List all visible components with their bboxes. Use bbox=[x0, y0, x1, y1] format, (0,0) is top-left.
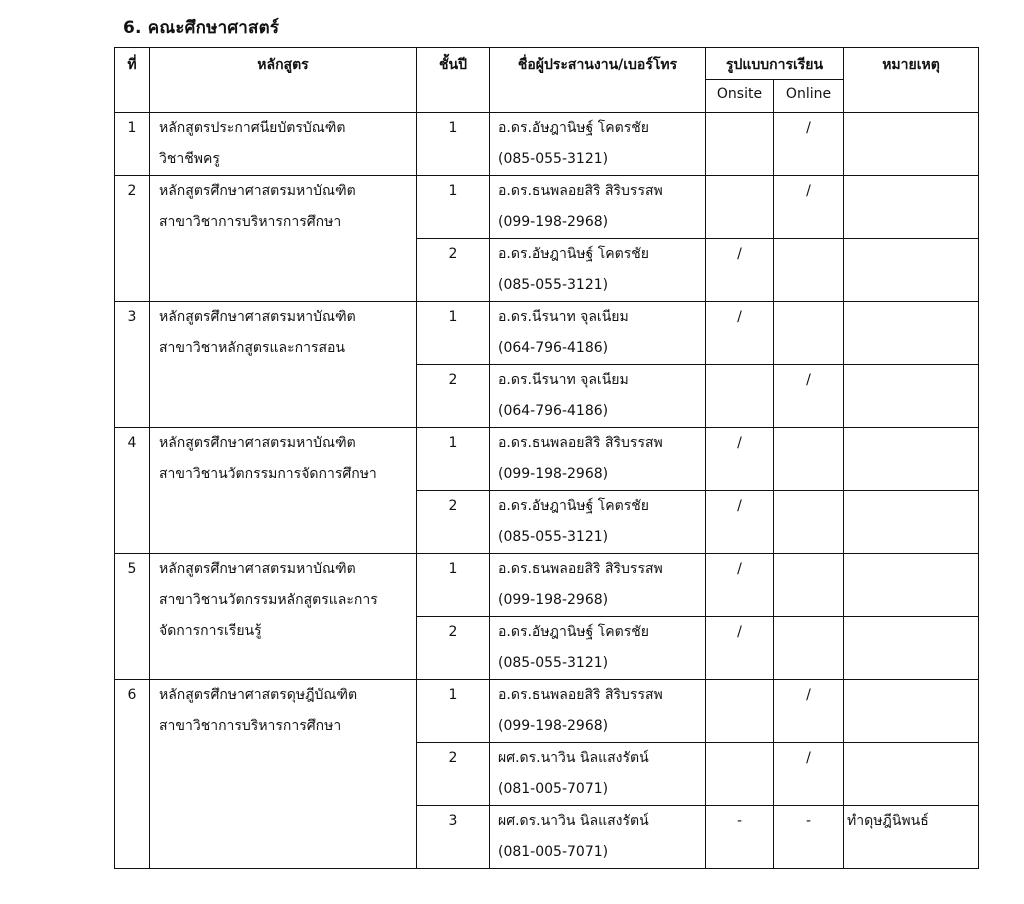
cell-onsite bbox=[706, 176, 774, 239]
coordinator-phone: (064-796-4186) bbox=[498, 340, 609, 356]
cell-note bbox=[844, 302, 979, 365]
cell-contact bbox=[490, 680, 706, 743]
cell-number: 2 bbox=[115, 176, 150, 302]
course-name-line: หลักสูตรศึกษาศาสตรมหาบัณฑิต bbox=[159, 561, 356, 577]
cell-course bbox=[150, 428, 417, 554]
cell-note bbox=[844, 365, 979, 428]
cell-contact bbox=[490, 743, 706, 806]
cell-onsite: / bbox=[706, 491, 774, 554]
cell-number: 4 bbox=[115, 428, 150, 554]
cell-contact bbox=[490, 617, 706, 680]
cell-online: / bbox=[774, 113, 844, 176]
cell-contact bbox=[490, 113, 706, 176]
cell-online bbox=[774, 302, 844, 365]
cell-year: 1 bbox=[417, 554, 490, 617]
cell-note bbox=[844, 491, 979, 554]
cell-course bbox=[150, 302, 417, 428]
cell-note: ทำดุษฎีนิพนธ์ bbox=[844, 806, 979, 869]
course-name-line: สาขาวิชาการบริหารการศึกษา bbox=[159, 214, 342, 230]
cell-online bbox=[774, 491, 844, 554]
page-title: 6. คณะศึกษาศาสตร์ bbox=[123, 18, 280, 38]
cell-onsite bbox=[706, 680, 774, 743]
coordinator-phone: (085-055-3121) bbox=[498, 655, 609, 671]
coordinator-phone: (085-055-3121) bbox=[498, 277, 609, 293]
cell-note bbox=[844, 554, 979, 617]
cell-year: 2 bbox=[417, 743, 490, 806]
table-row bbox=[115, 428, 979, 491]
coordinator-phone: (064-796-4186) bbox=[498, 403, 609, 419]
coordinator-name: อ.ดร.นีรนาท จุลเนียม bbox=[498, 309, 629, 325]
header-study-mode: รูปแบบการเรียน bbox=[706, 48, 844, 80]
cell-online: / bbox=[774, 365, 844, 428]
cell-contact bbox=[490, 806, 706, 869]
course-name-line: หลักสูตรศึกษาศาสตรมหาบัณฑิต bbox=[159, 183, 356, 199]
cell-contact bbox=[490, 491, 706, 554]
cell-online bbox=[774, 554, 844, 617]
cell-onsite: / bbox=[706, 617, 774, 680]
cell-online: / bbox=[774, 743, 844, 806]
cell-contact bbox=[490, 554, 706, 617]
table-row bbox=[115, 302, 979, 365]
course-name-line: หลักสูตรศึกษาศาสตรมหาบัณฑิต bbox=[159, 309, 356, 325]
cell-online bbox=[774, 617, 844, 680]
coordinator-name: อ.ดร.ธนพลอยสิริ สิริบรรสพ bbox=[498, 561, 663, 577]
header-online: Online bbox=[774, 80, 844, 113]
table-row bbox=[115, 680, 979, 743]
cell-year: 1 bbox=[417, 680, 490, 743]
cell-onsite: / bbox=[706, 554, 774, 617]
cell-note bbox=[844, 743, 979, 806]
cell-contact bbox=[490, 365, 706, 428]
header-year: ชั้นปี bbox=[417, 48, 490, 113]
course-name-line: จัดการการเรียนรู้ bbox=[159, 623, 262, 639]
cell-online: / bbox=[774, 176, 844, 239]
cell-year: 2 bbox=[417, 239, 490, 302]
coordinator-phone: (085-055-3121) bbox=[498, 151, 609, 167]
cell-onsite: / bbox=[706, 239, 774, 302]
cell-note bbox=[844, 176, 979, 239]
cell-course bbox=[150, 113, 417, 176]
cell-note bbox=[844, 239, 979, 302]
course-name-line: วิชาชีพครู bbox=[159, 151, 220, 167]
coordinator-phone: (099-198-2968) bbox=[498, 466, 609, 482]
cell-course bbox=[150, 680, 417, 869]
coordinator-name: อ.ดร.อัษฎานิษฐ์ โคตรชัย bbox=[498, 246, 649, 262]
cell-onsite: / bbox=[706, 302, 774, 365]
cell-number: 5 bbox=[115, 554, 150, 680]
coordinator-name: อ.ดร.ธนพลอยสิริ สิริบรรสพ bbox=[498, 435, 663, 451]
cell-note bbox=[844, 113, 979, 176]
header-no: ที่ bbox=[115, 48, 150, 113]
cell-online: / bbox=[774, 680, 844, 743]
coordinator-name: อ.ดร.ธนพลอยสิริ สิริบรรสพ bbox=[498, 687, 663, 703]
cell-contact bbox=[490, 239, 706, 302]
cell-number: 3 bbox=[115, 302, 150, 428]
table-row bbox=[115, 554, 979, 617]
coordinator-phone: (099-198-2968) bbox=[498, 592, 609, 608]
cell-number: 6 bbox=[115, 680, 150, 869]
cell-year: 2 bbox=[417, 617, 490, 680]
cell-note bbox=[844, 428, 979, 491]
course-name-line: หลักสูตรศึกษาศาสตรมหาบัณฑิต bbox=[159, 435, 356, 451]
cell-onsite bbox=[706, 743, 774, 806]
coordinator-phone: (099-198-2968) bbox=[498, 718, 609, 734]
course-name-line: สาขาวิชานวัตกรรมหลักสูตรและการ bbox=[159, 592, 378, 608]
cell-note bbox=[844, 617, 979, 680]
cell-course bbox=[150, 554, 417, 680]
cell-online: - bbox=[774, 806, 844, 869]
cell-onsite: - bbox=[706, 806, 774, 869]
coordinator-phone: (085-055-3121) bbox=[498, 529, 609, 545]
course-name-line: หลักสูตรประกาศนียบัตรบัณฑิต bbox=[159, 120, 346, 136]
coordinator-name: อ.ดร.ธนพลอยสิริ สิริบรรสพ bbox=[498, 183, 663, 199]
coordinator-name: ผศ.ดร.นาวิน นิลแสงรัตน์ bbox=[498, 750, 649, 766]
cell-year: 1 bbox=[417, 113, 490, 176]
cell-year: 3 bbox=[417, 806, 490, 869]
cell-year: 1 bbox=[417, 428, 490, 491]
course-table bbox=[114, 47, 979, 869]
cell-contact bbox=[490, 302, 706, 365]
header-note: หมายเหตุ bbox=[844, 48, 979, 113]
cell-note bbox=[844, 680, 979, 743]
cell-year: 2 bbox=[417, 491, 490, 554]
cell-course bbox=[150, 176, 417, 302]
cell-online bbox=[774, 239, 844, 302]
coordinator-name: อ.ดร.อัษฎานิษฐ์ โคตรชัย bbox=[498, 624, 649, 640]
header-onsite: Onsite bbox=[706, 80, 774, 113]
table-row bbox=[115, 176, 979, 239]
course-name-line: สาขาวิชาหลักสูตรและการสอน bbox=[159, 340, 346, 356]
coordinator-name: อ.ดร.อัษฎานิษฐ์ โคตรชัย bbox=[498, 498, 649, 514]
table-body bbox=[115, 113, 979, 869]
coordinator-name: อ.ดร.นีรนาท จุลเนียม bbox=[498, 372, 629, 388]
cell-number: 1 bbox=[115, 113, 150, 176]
cell-online bbox=[774, 428, 844, 491]
cell-onsite bbox=[706, 113, 774, 176]
cell-year: 1 bbox=[417, 176, 490, 239]
cell-year: 2 bbox=[417, 365, 490, 428]
course-name-line: หลักสูตรศึกษาศาสตรดุษฎีบัณฑิต bbox=[159, 687, 358, 703]
table-header bbox=[115, 48, 979, 113]
coordinator-phone: (081-005-7071) bbox=[498, 844, 609, 860]
cell-contact bbox=[490, 176, 706, 239]
coordinator-name: ผศ.ดร.นาวิน นิลแสงรัตน์ bbox=[498, 813, 649, 829]
coordinator-name: อ.ดร.อัษฎานิษฐ์ โคตรชัย bbox=[498, 120, 649, 136]
header-course: หลักสูตร bbox=[150, 48, 417, 113]
header-contact: ชื่อผู้ประสานงาน/เบอร์โทร bbox=[490, 48, 706, 113]
cell-onsite bbox=[706, 365, 774, 428]
course-name-line: สาขาวิชาการบริหารการศึกษา bbox=[159, 718, 342, 734]
cell-year: 1 bbox=[417, 302, 490, 365]
course-name-line: สาขาวิชานวัตกรรมการจัดการศึกษา bbox=[159, 466, 377, 482]
coordinator-phone: (099-198-2968) bbox=[498, 214, 609, 230]
table-row bbox=[115, 113, 979, 176]
coordinator-phone: (081-005-7071) bbox=[498, 781, 609, 797]
cell-contact bbox=[490, 428, 706, 491]
cell-onsite: / bbox=[706, 428, 774, 491]
